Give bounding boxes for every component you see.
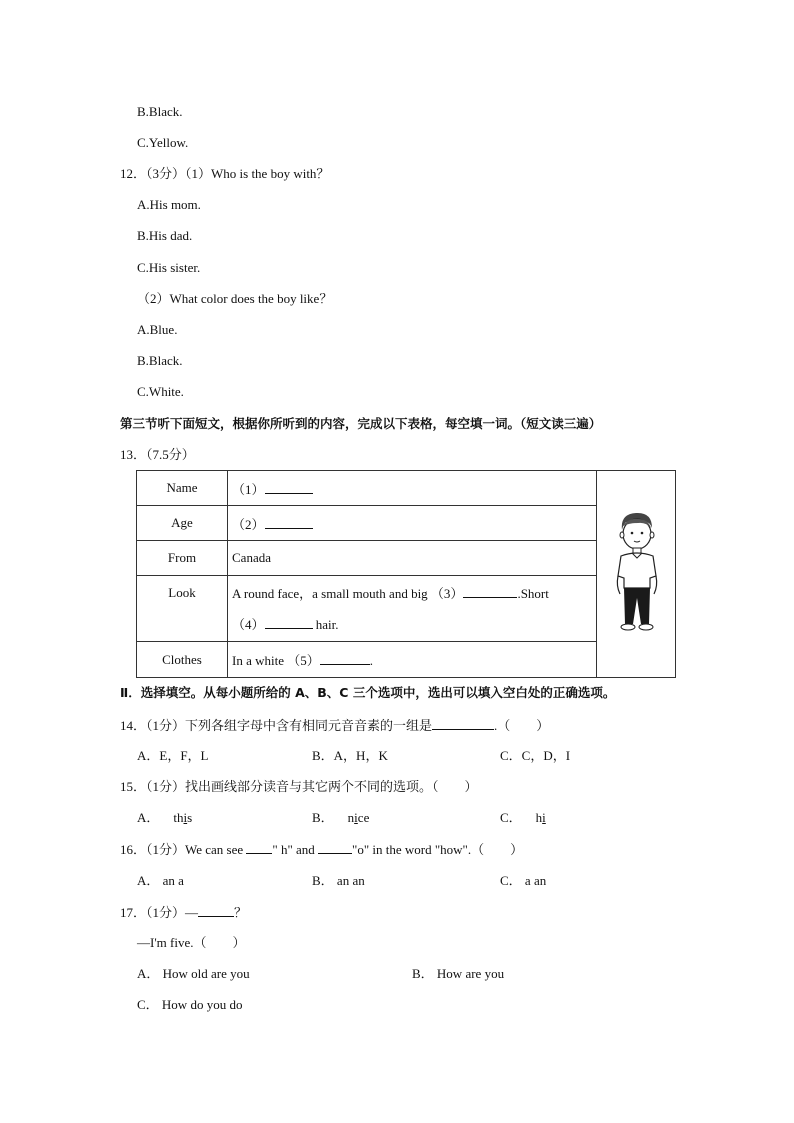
q15-stem: 15．（1分）找出画线部分读音与其它两个不同的选项。（ ） <box>120 779 478 794</box>
q16-blank-2[interactable] <box>318 841 352 854</box>
section3-heading: 第三节听下面短文，根据你所听到的内容，完成以下表格，每空填一词。（短文读三遍） <box>120 416 602 431</box>
q17-option-c[interactable]: C． How do you do <box>137 997 243 1012</box>
section2-heading: Ⅱ．选择填空。从每小题所给的 A、B、C 三个选项中，选出可以填入空白处的正确选项。 <box>120 685 616 700</box>
row-label-name: Name <box>137 471 228 506</box>
row-label-clothes: Clothes <box>137 642 228 678</box>
row-value-look: A round face，a small mouth and big （3） .Short （4） hair. <box>228 576 597 642</box>
q14-stem: 14．（1分）下列各组字母中含有相同元音音素的一组是 .（ ） <box>120 718 550 733</box>
blank-1[interactable] <box>265 481 313 494</box>
blank-5[interactable] <box>320 652 370 665</box>
blank-4[interactable] <box>265 616 313 629</box>
q12-p2-option-b: B.Black. <box>137 353 183 368</box>
q16-option-b[interactable]: B． an an <box>312 873 365 888</box>
q14-option-a[interactable]: A．E，F，L <box>137 748 209 763</box>
blank-3[interactable] <box>463 585 517 598</box>
q16-option-a[interactable]: A． an a <box>137 873 184 888</box>
boy-illustration <box>597 471 676 678</box>
q12-stem: 12．（3分）（1）Who is the boy with？ <box>120 166 330 181</box>
boy-figure-icon <box>606 508 666 636</box>
q16-stem: 16．（1分）We can see " h" and "o" in the word "how".（ ） <box>120 842 524 857</box>
q17-option-b[interactable]: B． How are you <box>412 966 505 981</box>
q11-option-c: C.Yellow. <box>137 135 189 150</box>
q17-stem: 17．（1分）— ？ <box>120 905 248 920</box>
q12-p2-option-c: C.White. <box>137 384 184 399</box>
q12-p1-option-c: C.His sister. <box>137 260 201 275</box>
q12-p1-option-a: A.His mom. <box>137 197 201 212</box>
row-value-from: Canada <box>228 541 597 576</box>
row-value-clothes: In a white （5） . <box>228 642 597 678</box>
row-value-age: （2） <box>228 506 597 541</box>
q13-stem: 13．（7.5分） <box>120 447 195 462</box>
q15-option-c[interactable]: C． hi <box>500 810 546 825</box>
q12-part2-stem: （2）What color does the boy like？ <box>137 291 333 306</box>
q14-blank[interactable] <box>432 717 494 730</box>
q15-option-a[interactable]: A． this <box>137 810 193 825</box>
row-label-age: Age <box>137 506 228 541</box>
q17-blank[interactable] <box>198 904 234 917</box>
q13-info-table <box>136 470 676 678</box>
q17-line2: —I'm five.（ ） <box>137 935 246 950</box>
q14-option-b[interactable]: B．A，H，K <box>312 748 388 763</box>
q15-option-b[interactable]: B． nice <box>312 810 370 825</box>
row-label-look: Look <box>137 576 228 642</box>
row-value-name: （1） <box>228 471 597 506</box>
q16-blank-1[interactable] <box>246 841 272 854</box>
q14-option-c[interactable]: C．C，D，I <box>500 748 571 763</box>
q12-p2-option-a: A.Blue. <box>137 322 178 337</box>
blank-2[interactable] <box>265 516 313 529</box>
q17-option-a[interactable]: A． How old are you <box>137 966 250 981</box>
q11-option-b: B.Black. <box>137 104 183 119</box>
row-label-from: From <box>137 541 228 576</box>
q12-p1-option-b: B.His dad. <box>137 228 193 243</box>
q16-option-c[interactable]: C． a an <box>500 873 547 888</box>
